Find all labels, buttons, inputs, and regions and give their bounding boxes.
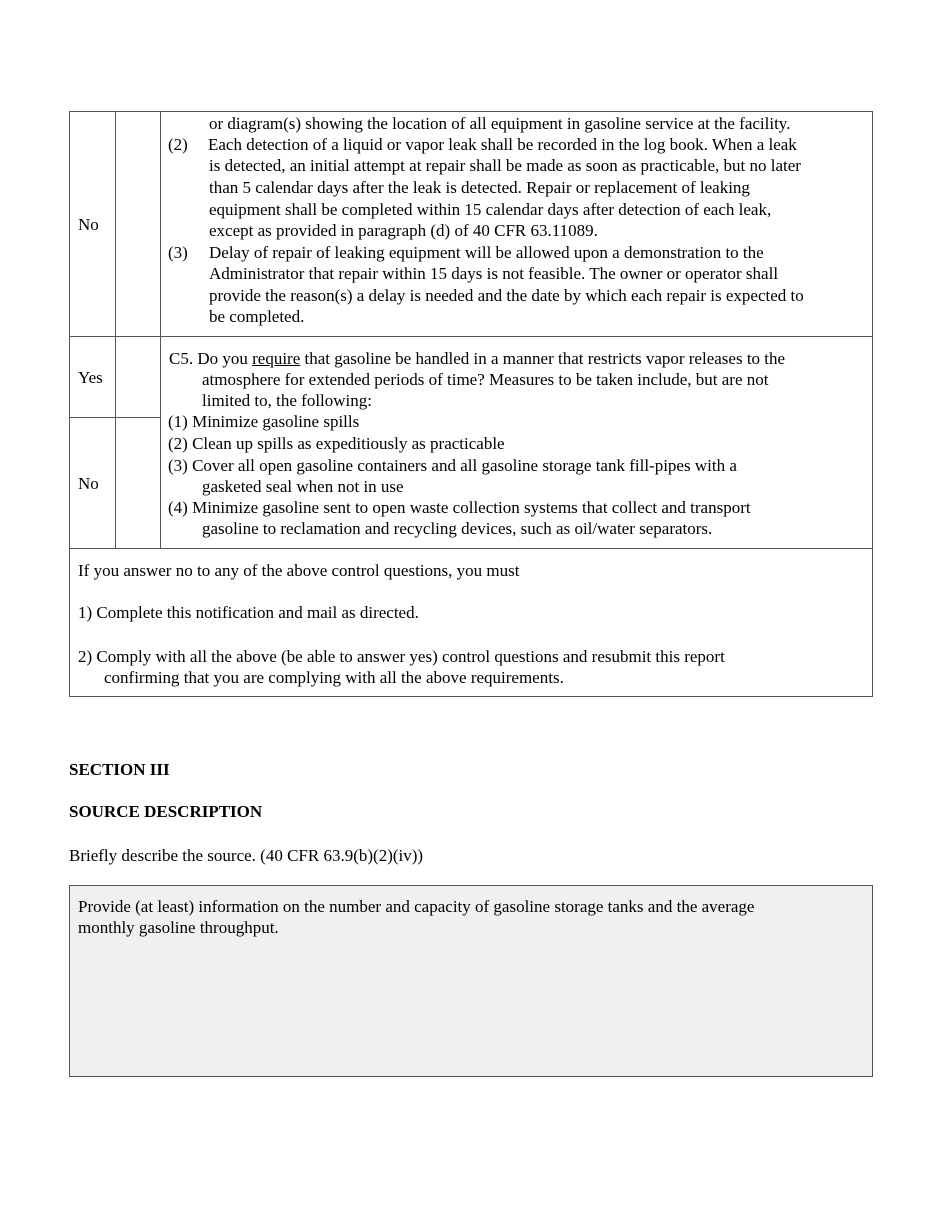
answer-no-check-cell[interactable]	[126, 214, 150, 235]
c5-question-emphasis: require	[252, 349, 301, 368]
section-subheading: SOURCE DESCRIPTION	[69, 802, 263, 821]
item3-line: Administrator that repair within 15 days is not feasible. The owner or operator shall	[209, 264, 779, 283]
c5-answer-no-label: No	[78, 474, 99, 493]
instructions-step-2: 2) Comply with all the above (be able to answer yes) control questions and resubmit this report	[78, 647, 725, 666]
instructions-intro: If you answer no to any of the above control questions, you must	[78, 561, 520, 580]
c5-measure-2: (2) Clean up spills as expeditiously as practicable	[168, 434, 505, 453]
table-row-divider	[69, 336, 873, 337]
item2-line: is detected, an initial attempt at repair shall be made as soon as practicable, but no later	[209, 156, 801, 175]
c5-measure-3: (3) Cover all open gasoline containers and all gasoline storage tank fill-pipes with a	[168, 456, 737, 475]
c5-no-check-cell[interactable]	[118, 420, 158, 546]
item2-number: (2)	[168, 135, 188, 154]
c5-measure-3-cont: gasketed seal when not in use	[202, 477, 404, 496]
item3-line: provide the reason(s) a delay is needed and the date by which each repair is expected to	[209, 286, 804, 305]
table-row-divider	[69, 417, 160, 418]
table-column-divider	[115, 111, 116, 549]
source-hint-line2: monthly gasoline throughput.	[78, 918, 279, 937]
item1-continuation: or diagram(s) showing the location of all equipment in gasoline service at the facility.	[209, 114, 791, 133]
item2-line: than 5 calendar days after the leak is detected. Repair or replacement of leaking	[209, 178, 750, 197]
c5-yes-check-cell[interactable]	[118, 340, 158, 415]
c5-question-prefix: C5. Do you	[169, 349, 253, 368]
c5-measure-1: (1) Minimize gasoline spills	[168, 412, 360, 431]
instructions-step-2-cont: confirming that you are complying with all the above requirements.	[104, 668, 564, 687]
item3-number: (3)	[168, 243, 188, 262]
c5-measure-4: (4) Minimize gasoline sent to open waste collection systems that collect and transport	[168, 498, 751, 517]
item3-line: Delay of repair of leaking equipment will be allowed upon a demonstration to the	[209, 243, 764, 262]
item2-line: Each detection of a liquid or vapor leak shall be recorded in the log book. When a leak	[208, 135, 797, 154]
item2-line: equipment shall be completed within 15 calendar days after detection of each leak,	[209, 200, 772, 219]
source-hint-line1: Provide (at least) information on the number and capacity of gasoline storage tanks and the average	[78, 897, 755, 916]
answer-no-label: No	[78, 215, 99, 234]
answer-no-checkbox[interactable]	[78, 214, 112, 235]
c5-answer-yes-label: Yes	[78, 368, 103, 387]
instructions-step-1: 1) Complete this notification and mail as directed.	[78, 603, 419, 622]
item2-line: except as provided in paragraph (d) of 40 CFR 63.11089.	[209, 221, 598, 240]
section-heading: SECTION III	[69, 760, 170, 779]
c5-question-line2: atmosphere for extended periods of time? Measures to be taken include, but are not	[202, 370, 769, 389]
c5-question-line3: limited to, the following:	[202, 391, 372, 410]
item3-line: be completed.	[209, 307, 305, 326]
source-instruction: Briefly describe the source. (40 CFR 63.9(b)(2)(iv))	[69, 846, 424, 865]
c5-question-rest: that gasoline be handled in a manner that restricts vapor releases to the	[300, 349, 786, 368]
c5-question-line1	[169, 348, 785, 369]
source-description-field[interactable]	[69, 885, 873, 1077]
table-row-divider	[69, 548, 873, 549]
table-column-divider	[160, 111, 161, 549]
c5-measure-4-cont: gasoline to reclamation and recycling devices, such as oil/water separators.	[202, 519, 713, 538]
